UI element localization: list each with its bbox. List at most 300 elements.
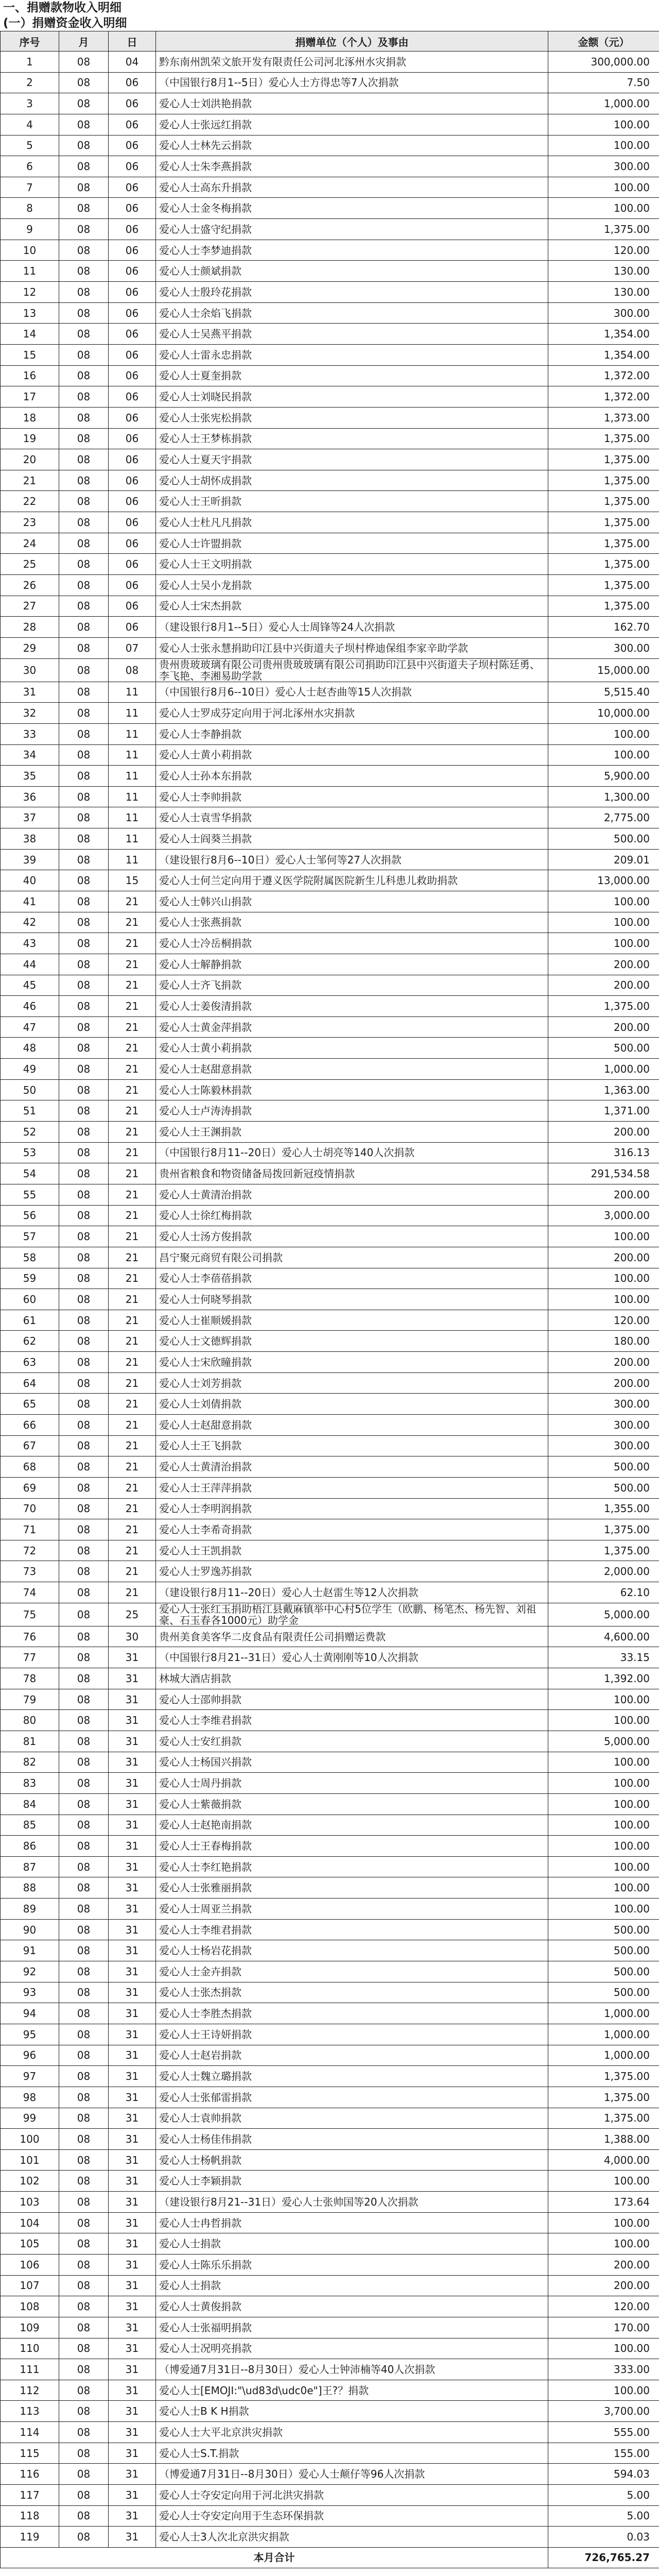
row-day: 21 xyxy=(109,1352,156,1373)
table-row xyxy=(1,786,659,807)
row-amount: 500.00 xyxy=(548,1940,659,1961)
table-row xyxy=(1,1689,659,1710)
row-description: 爱心人士金卉捐款 xyxy=(156,1961,548,1982)
row-description: （建设银行8月1--5日）爱心人士周锋等24人次捐款 xyxy=(156,617,548,638)
row-description: 爱心人士张郁雷捐款 xyxy=(156,2087,548,2108)
row-index: 98 xyxy=(1,2087,59,2108)
row-index: 84 xyxy=(1,1793,59,1815)
row-amount: 500.00 xyxy=(548,1477,659,1498)
table-row xyxy=(1,344,659,365)
row-description: 爱心人士盛守纪捐款 xyxy=(156,219,548,240)
column-header-index: 序号 xyxy=(1,31,59,52)
row-month: 08 xyxy=(59,1247,109,1268)
row-amount: 200.00 xyxy=(548,2275,659,2296)
row-index: 44 xyxy=(1,954,59,975)
row-amount: 100.00 xyxy=(548,1856,659,1877)
row-index: 53 xyxy=(1,1142,59,1163)
row-description: （中国银行8月1--5日）爱心人士方得忠等7人次捐款 xyxy=(156,72,548,93)
row-description: 爱心人士王文明捐款 xyxy=(156,554,548,575)
row-index: 76 xyxy=(1,1626,59,1647)
row-description: 爱心人士韩兴山捐款 xyxy=(156,891,548,912)
row-amount: 1,375.00 xyxy=(548,575,659,596)
row-index: 105 xyxy=(1,2233,59,2255)
row-description: （博爱通7月31日--8月30日）爱心人士钟沛楠等40人次捐款 xyxy=(156,2359,548,2380)
row-month: 08 xyxy=(59,1856,109,1877)
table-row xyxy=(1,703,659,724)
row-month: 08 xyxy=(59,1752,109,1773)
row-index: 67 xyxy=(1,1435,59,1456)
row-day: 21 xyxy=(109,1059,156,1080)
row-month: 08 xyxy=(59,2485,109,2506)
row-month: 08 xyxy=(59,365,109,386)
row-amount: 594.03 xyxy=(548,2464,659,2485)
row-description: 爱心人士吴小龙捐款 xyxy=(156,575,548,596)
row-description: 爱心人士余焰飞捐款 xyxy=(156,302,548,324)
row-amount: 100.00 xyxy=(548,1689,659,1710)
row-amount: 130.00 xyxy=(548,282,659,303)
row-index: 6 xyxy=(1,156,59,177)
row-amount: 500.00 xyxy=(548,1456,659,1478)
row-index: 33 xyxy=(1,723,59,744)
row-day: 06 xyxy=(109,198,156,219)
table-row xyxy=(1,596,659,617)
row-description: 爱心人士雷永忠捐款 xyxy=(156,344,548,365)
row-amount: 10,000.00 xyxy=(548,703,659,724)
table-row xyxy=(1,2212,659,2233)
row-description: 爱心人士张宪松捐款 xyxy=(156,407,548,428)
row-month: 08 xyxy=(59,996,109,1017)
row-amount: 1,373.00 xyxy=(548,407,659,428)
table-row xyxy=(1,1961,659,1982)
row-day: 21 xyxy=(109,1477,156,1498)
row-month: 08 xyxy=(59,1310,109,1331)
row-index: 91 xyxy=(1,1940,59,1961)
table-row xyxy=(1,637,659,658)
table-row xyxy=(1,828,659,850)
table-row xyxy=(1,261,659,282)
row-index: 59 xyxy=(1,1268,59,1289)
table-row xyxy=(1,723,659,744)
row-day: 21 xyxy=(109,1205,156,1226)
table-row xyxy=(1,1899,659,1920)
row-amount: 173.64 xyxy=(548,2192,659,2213)
row-month: 08 xyxy=(59,198,109,219)
row-month: 08 xyxy=(59,1122,109,1143)
table-row xyxy=(1,1247,659,1268)
row-month: 08 xyxy=(59,2129,109,2150)
row-amount: 300,000.00 xyxy=(548,52,659,73)
row-month: 08 xyxy=(59,2108,109,2129)
row-amount: 1,375.00 xyxy=(548,219,659,240)
table-row xyxy=(1,386,659,408)
row-amount: 130.00 xyxy=(548,261,659,282)
total-row xyxy=(1,2547,659,2568)
row-month: 08 xyxy=(59,1435,109,1456)
row-description: 爱心人士罗逸苏捐款 xyxy=(156,1561,548,1582)
row-day: 31 xyxy=(109,2066,156,2087)
row-description: （中国银行8月6--10日）爱心人士赵杏曲等15人次捐款 xyxy=(156,682,548,703)
row-day: 21 xyxy=(109,996,156,1017)
row-amount: 170.00 xyxy=(548,2317,659,2338)
table-row xyxy=(1,449,659,470)
row-day: 31 xyxy=(109,2485,156,2506)
row-index: 42 xyxy=(1,912,59,933)
row-description: 爱心人士金冬梅捐款 xyxy=(156,198,548,219)
row-month: 08 xyxy=(59,1603,109,1626)
row-month: 08 xyxy=(59,1668,109,1689)
row-description: 爱心人士汤方俊捐款 xyxy=(156,1226,548,1247)
table-row xyxy=(1,1752,659,1773)
row-index: 65 xyxy=(1,1394,59,1415)
table-row xyxy=(1,1268,659,1289)
row-day: 06 xyxy=(109,72,156,93)
table-header-row xyxy=(1,31,659,52)
row-day: 21 xyxy=(109,1289,156,1310)
table-row xyxy=(1,1122,659,1143)
table-row xyxy=(1,807,659,828)
row-day: 21 xyxy=(109,1582,156,1603)
row-index: 80 xyxy=(1,1710,59,1731)
row-month: 08 xyxy=(59,1016,109,1038)
row-index: 55 xyxy=(1,1184,59,1205)
table-row xyxy=(1,407,659,428)
row-day: 31 xyxy=(109,2108,156,2129)
row-day: 06 xyxy=(109,512,156,533)
table-row xyxy=(1,491,659,512)
row-description: 爱心人士黄小莉捐款 xyxy=(156,744,548,766)
row-description: 爱心人士宋杰捐款 xyxy=(156,596,548,617)
table-row xyxy=(1,533,659,554)
row-index: 23 xyxy=(1,512,59,533)
table-row xyxy=(1,1815,659,1836)
row-day: 31 xyxy=(109,2192,156,2213)
table-row xyxy=(1,2527,659,2548)
row-day: 11 xyxy=(109,766,156,787)
row-description: （建设银行8月11--20日）爱心人士赵雷生等12人次捐款 xyxy=(156,1582,548,1603)
row-description: 爱心人士杜凡凡捐款 xyxy=(156,512,548,533)
row-description: 爱心人士解静捐款 xyxy=(156,954,548,975)
table-row xyxy=(1,1100,659,1122)
row-amount: 500.00 xyxy=(548,1961,659,1982)
row-description: 爱心人士杨帆捐款 xyxy=(156,2149,548,2171)
row-index: 116 xyxy=(1,2464,59,2485)
row-index: 78 xyxy=(1,1668,59,1689)
row-day: 31 xyxy=(109,2233,156,2255)
table-row xyxy=(1,365,659,386)
row-amount: 1,375.00 xyxy=(548,1540,659,1561)
table-row xyxy=(1,2108,659,2129)
row-day: 06 xyxy=(109,282,156,303)
row-index: 21 xyxy=(1,470,59,491)
row-index: 17 xyxy=(1,386,59,408)
row-index: 40 xyxy=(1,870,59,891)
row-amount: 4,000.00 xyxy=(548,2149,659,2171)
row-index: 87 xyxy=(1,1856,59,1877)
table-row xyxy=(1,2443,659,2464)
row-amount: 100.00 xyxy=(548,891,659,912)
table-row xyxy=(1,470,659,491)
row-amount: 1,354.00 xyxy=(548,324,659,345)
table-row xyxy=(1,1710,659,1731)
row-amount: 200.00 xyxy=(548,1352,659,1373)
row-amount: 162.70 xyxy=(548,617,659,638)
table-row xyxy=(1,2192,659,2213)
row-day: 31 xyxy=(109,2380,156,2401)
row-index: 36 xyxy=(1,786,59,807)
row-amount: 300.00 xyxy=(548,156,659,177)
row-description: 爱心人士陈毅林捐款 xyxy=(156,1079,548,1100)
table-row xyxy=(1,1540,659,1561)
row-month: 08 xyxy=(59,1793,109,1815)
total-amount: 726,765.27 xyxy=(548,2547,659,2568)
table-row xyxy=(1,554,659,575)
row-month: 08 xyxy=(59,2275,109,2296)
row-index: 66 xyxy=(1,1415,59,1436)
row-index: 99 xyxy=(1,2108,59,2129)
row-month: 08 xyxy=(59,933,109,954)
row-amount: 5.00 xyxy=(548,2485,659,2506)
table-row xyxy=(1,1184,659,1205)
row-description: 爱心人士李帅捐款 xyxy=(156,786,548,807)
row-index: 5 xyxy=(1,135,59,156)
row-month: 08 xyxy=(59,512,109,533)
row-description: 爱心人士夏奎捐款 xyxy=(156,365,548,386)
row-month: 08 xyxy=(59,617,109,638)
row-index: 15 xyxy=(1,344,59,365)
table-row xyxy=(1,2338,659,2359)
table-row xyxy=(1,891,659,912)
row-amount: 100.00 xyxy=(548,1268,659,1289)
row-index: 48 xyxy=(1,1038,59,1059)
row-description: 爱心人士夺安定向用于河北洪灾捐款 xyxy=(156,2485,548,2506)
table-row xyxy=(1,2296,659,2317)
row-amount: 13,000.00 xyxy=(548,870,659,891)
table-row xyxy=(1,2401,659,2422)
row-description: 爱心人士李维君捐款 xyxy=(156,1919,548,1940)
row-amount: 5.00 xyxy=(548,2505,659,2527)
row-amount: 333.00 xyxy=(548,2359,659,2380)
row-index: 51 xyxy=(1,1100,59,1122)
table-row xyxy=(1,1561,659,1582)
row-index: 73 xyxy=(1,1561,59,1582)
row-day: 31 xyxy=(109,2087,156,2108)
row-index: 70 xyxy=(1,1498,59,1519)
table-row xyxy=(1,766,659,787)
row-day: 21 xyxy=(109,1184,156,1205)
row-day: 31 xyxy=(109,1899,156,1920)
row-amount: 1,000.00 xyxy=(548,1059,659,1080)
row-index: 54 xyxy=(1,1163,59,1184)
row-description: 爱心人士周丹捐款 xyxy=(156,1773,548,1794)
row-amount: 1,375.00 xyxy=(548,428,659,449)
row-month: 08 xyxy=(59,1331,109,1352)
table-row xyxy=(1,1856,659,1877)
row-day: 31 xyxy=(109,2254,156,2275)
row-month: 08 xyxy=(59,1519,109,1540)
row-amount: 3,000.00 xyxy=(548,1205,659,1226)
table-row xyxy=(1,1519,659,1540)
row-day: 06 xyxy=(109,240,156,261)
row-month: 08 xyxy=(59,1815,109,1836)
row-index: 22 xyxy=(1,491,59,512)
row-index: 9 xyxy=(1,219,59,240)
row-description: 爱心人士殷玲花捐款 xyxy=(156,282,548,303)
table-row xyxy=(1,1919,659,1940)
row-month: 08 xyxy=(59,954,109,975)
row-day: 21 xyxy=(109,1163,156,1184)
row-description: 爱心人士S.T.捐款 xyxy=(156,2443,548,2464)
row-index: 38 xyxy=(1,828,59,850)
table-row xyxy=(1,1394,659,1415)
table-row xyxy=(1,2045,659,2066)
row-day: 31 xyxy=(109,2149,156,2171)
table-row xyxy=(1,2233,659,2255)
row-description: 爱心人士王梦栋捐款 xyxy=(156,428,548,449)
row-month: 08 xyxy=(59,703,109,724)
row-day: 31 xyxy=(109,2129,156,2150)
row-description: 爱心人士孙本东捐款 xyxy=(156,766,548,787)
row-description: 爱心人士阎葵兰捐款 xyxy=(156,828,548,850)
row-description: 爱心人士颜斌捐款 xyxy=(156,261,548,282)
row-day: 21 xyxy=(109,1142,156,1163)
row-day: 06 xyxy=(109,114,156,135)
row-day: 31 xyxy=(109,1836,156,1857)
row-index: 74 xyxy=(1,1582,59,1603)
row-index: 45 xyxy=(1,975,59,996)
row-amount: 100.00 xyxy=(548,2338,659,2359)
row-amount: 200.00 xyxy=(548,2254,659,2275)
row-description: 爱心人士刘芳捐款 xyxy=(156,1372,548,1394)
row-description: 爱心人士李静捐款 xyxy=(156,723,548,744)
row-description: 爱心人士安红捐款 xyxy=(156,1731,548,1752)
row-day: 11 xyxy=(109,786,156,807)
row-month: 08 xyxy=(59,807,109,828)
row-index: 77 xyxy=(1,1647,59,1668)
row-day: 31 xyxy=(109,2338,156,2359)
row-amount: 1,375.00 xyxy=(548,2087,659,2108)
row-index: 14 xyxy=(1,324,59,345)
row-month: 08 xyxy=(59,302,109,324)
row-description: （建设银行8月6--10日）爱心人士邹何等27人次捐款 xyxy=(156,849,548,870)
row-amount: 300.00 xyxy=(548,1394,659,1415)
row-description: 黔东南州凯荣文旅开发有限责任公司河北涿州水灾捐款 xyxy=(156,52,548,73)
row-description: 爱心人士张福明捐款 xyxy=(156,2317,548,2338)
row-month: 08 xyxy=(59,2401,109,2422)
row-index: 101 xyxy=(1,2149,59,2171)
row-amount: 100.00 xyxy=(548,1226,659,1247)
row-day: 31 xyxy=(109,1731,156,1752)
row-month: 08 xyxy=(59,828,109,850)
row-description: 爱心人士黄小莉捐款 xyxy=(156,1038,548,1059)
row-day: 06 xyxy=(109,177,156,198)
row-month: 08 xyxy=(59,554,109,575)
row-amount: 1,375.00 xyxy=(548,449,659,470)
row-index: 34 xyxy=(1,744,59,766)
row-index: 58 xyxy=(1,1247,59,1268)
row-day: 21 xyxy=(109,1038,156,1059)
row-description: 爱心人士袁雪华捐款 xyxy=(156,807,548,828)
table-row xyxy=(1,2149,659,2171)
row-month: 08 xyxy=(59,637,109,658)
table-row xyxy=(1,302,659,324)
row-month: 08 xyxy=(59,1205,109,1226)
table-row xyxy=(1,512,659,533)
row-month: 08 xyxy=(59,1059,109,1080)
row-day: 31 xyxy=(109,1961,156,1982)
table-row xyxy=(1,996,659,1017)
row-day: 21 xyxy=(109,975,156,996)
row-index: 64 xyxy=(1,1372,59,1394)
table-row xyxy=(1,1226,659,1247)
row-month: 08 xyxy=(59,1626,109,1647)
table-row xyxy=(1,2380,659,2401)
row-amount: 500.00 xyxy=(548,1038,659,1059)
row-amount: 1,000.00 xyxy=(548,2045,659,2066)
table-row xyxy=(1,324,659,345)
row-month: 08 xyxy=(59,72,109,93)
row-index: 114 xyxy=(1,2422,59,2443)
table-row xyxy=(1,1142,659,1163)
table-row xyxy=(1,1982,659,2003)
row-month: 08 xyxy=(59,1372,109,1394)
row-month: 08 xyxy=(59,786,109,807)
row-description: 爱心人士高东升捐款 xyxy=(156,177,548,198)
row-index: 2 xyxy=(1,72,59,93)
row-day: 08 xyxy=(109,658,156,682)
row-description: 爱心人士吴燕平捐款 xyxy=(156,324,548,345)
row-month: 08 xyxy=(59,114,109,135)
row-index: 102 xyxy=(1,2171,59,2192)
row-description: 爱心人士崔顺媛捐款 xyxy=(156,1310,548,1331)
row-index: 82 xyxy=(1,1752,59,1773)
row-index: 117 xyxy=(1,2485,59,2506)
row-amount: 500.00 xyxy=(548,1982,659,2003)
row-month: 08 xyxy=(59,1919,109,1940)
row-description: 爱心人士李红艳捐款 xyxy=(156,1856,548,1877)
row-index: 100 xyxy=(1,2129,59,2150)
row-index: 85 xyxy=(1,1815,59,1836)
table-row xyxy=(1,1310,659,1331)
row-month: 08 xyxy=(59,533,109,554)
row-index: 19 xyxy=(1,428,59,449)
row-amount: 1,363.00 xyxy=(548,1079,659,1100)
row-day: 21 xyxy=(109,1415,156,1436)
row-day: 31 xyxy=(109,2045,156,2066)
row-index: 7 xyxy=(1,177,59,198)
row-description: 爱心人士王飞捐款 xyxy=(156,1435,548,1456)
row-amount: 1,375.00 xyxy=(548,1519,659,1540)
row-month: 08 xyxy=(59,1773,109,1794)
table-row xyxy=(1,1415,659,1436)
row-amount: 4,600.00 xyxy=(548,1626,659,1647)
row-description: 爱心人士许盟捐款 xyxy=(156,533,548,554)
row-index: 118 xyxy=(1,2505,59,2527)
row-day: 06 xyxy=(109,617,156,638)
row-description: 贵州贵玻玻璃有限公司贵州贵玻玻璃有限公司捐助印江县中兴街道夫子坝村陈廷勇、李飞艳、李湘易助学款 xyxy=(156,658,548,682)
table-row xyxy=(1,1016,659,1038)
table-row xyxy=(1,52,659,73)
table-row xyxy=(1,849,659,870)
row-day: 07 xyxy=(109,637,156,658)
row-description: 爱心人士张红玉捐助梧江县戴麻镇举中心村5位学生（欧鹏、杨笔杰、杨先智、刘祖豪、石玉春各1000元）助学金 xyxy=(156,1603,548,1626)
row-amount: 1,000.00 xyxy=(548,93,659,114)
row-month: 08 xyxy=(59,135,109,156)
row-description: 爱心人士宋欣瞳捐款 xyxy=(156,1352,548,1373)
row-day: 21 xyxy=(109,954,156,975)
row-index: 24 xyxy=(1,533,59,554)
row-month: 08 xyxy=(59,2149,109,2171)
row-day: 31 xyxy=(109,2317,156,2338)
